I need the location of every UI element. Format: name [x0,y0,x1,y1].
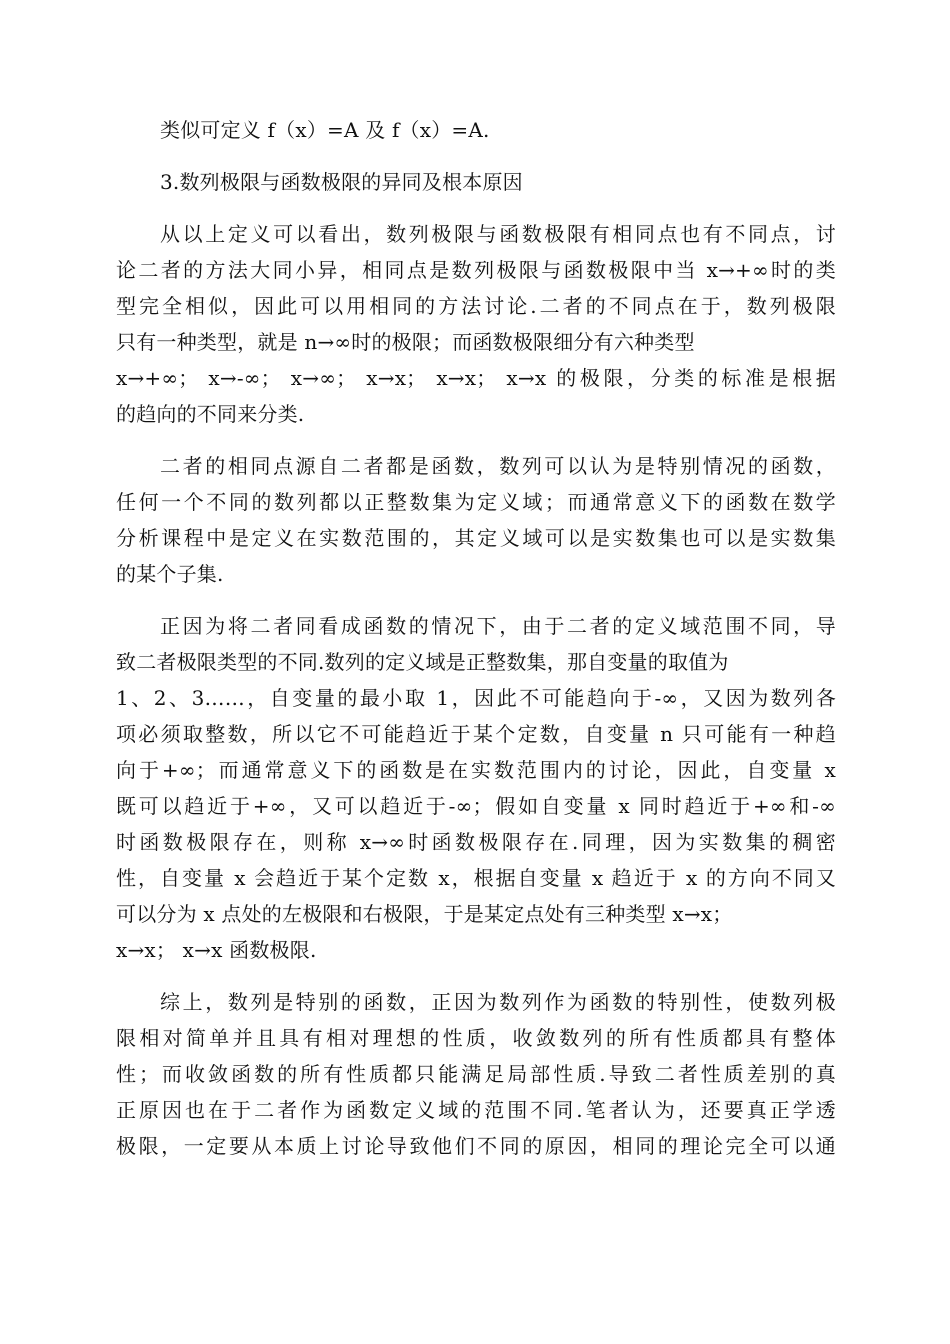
paragraph-summary [116,984,836,1164]
paragraph-line: 任何一个不同的数列都以正整数集为定义域；而通常意义下的函数在数学 [116,490,836,514]
section-heading: 3.数列极限与函数极限的异同及根本原因 [160,170,523,194]
document-body [116,112,836,1164]
paragraph-domain-difference [116,608,836,968]
paragraph-line: x→x； x→x 函数极限. [116,938,317,962]
paragraph-line: 正因为将二者同看成函数的情况下，由于二者的定义域范围不同，导 [160,614,836,638]
paragraph-comparison [116,216,836,432]
paragraph-line: 既可以趋近于+∞，又可以趋近于-∞；假如自变量 x 同时趋近于+∞和-∞ [116,794,836,818]
paragraph-line: 分析课程中是定义在实数范围的，其定义域可以是实数集也可以是实数集 [116,526,836,550]
paragraph-line: 二者的相同点源自二者都是函数，数列可以认为是特别情况的函数， [160,454,836,478]
paragraph-line: 时函数极限存在，则称 x→∞时函数极限存在.同理，因为实数集的稠密 [116,830,836,854]
paragraph-line: 类似可定义 f（x）=A 及 f（x）=A. [160,118,490,142]
paragraph-line: 项必须取整数，所以它不可能趋近于某个定数，自变量 n 只可能有一种趋 [116,722,836,746]
paragraph-line: 限相对简单并且具有相对理想的性质，收敛数列的所有性质都具有整体 [116,1026,836,1050]
paragraph-line: 性；而收敛函数的所有性质都只能满足局部性质.导致二者性质差别的真 [116,1062,836,1086]
paragraph-line: 只有一种类型，就是 n→∞时的极限；而函数极限细分有六种类型 [116,330,695,354]
paragraph-line: 可以分为 x 点处的左极限和右极限，于是某定点处有三种类型 x→x； [116,902,733,926]
paragraph-line: 极限，一定要从本质上讨论导致他们不同的原因，相同的理论完全可以通 [116,1134,836,1158]
paragraph-line: 正原因也在于二者作为函数定义域的范围不同.笔者认为，还要真正学透 [116,1098,836,1122]
paragraph-line: 从以上定义可以看出，数列极限与函数极限有相同点也有不同点，讨 [160,222,836,246]
paragraph-line: 性，自变量 x 会趋近于某个定数 x，根据自变量 x 趋近于 x 的方向不同又 [116,866,836,890]
paragraph-similarity [116,448,836,592]
paragraph-line: 综上，数列是特别的函数，正因为数列作为函数的特别性，使数列极 [160,990,836,1014]
paragraph-line: 致二者极限类型的不同.数列的定义域是正整数集，那自变量的取值为 [116,650,729,674]
paragraph-line: 向于+∞；而通常意义下的函数是在实数范围内的讨论，因此，自变量 x [116,758,836,782]
paragraph-line: 论二者的方法大同小异，相同点是数列极限与函数极限中当 x→+∞时的类 [116,258,836,282]
paragraph-line: 的某个子集. [116,562,224,586]
paragraph-line: 1、2、3……，自变量的最小取 1，因此不可能趋向于-∞，又因为数列各 [116,686,836,710]
paragraph-line: 的趋向的不同来分类. [116,402,305,426]
paragraph-line: 型完全相似，因此可以用相同的方法讨论.二者的不同点在于，数列极限 [116,294,836,318]
paragraph-line: x→+∞； x→-∞； x→∞； x→x； x→x； x→x 的极限，分类的标准是根据 [116,366,836,390]
